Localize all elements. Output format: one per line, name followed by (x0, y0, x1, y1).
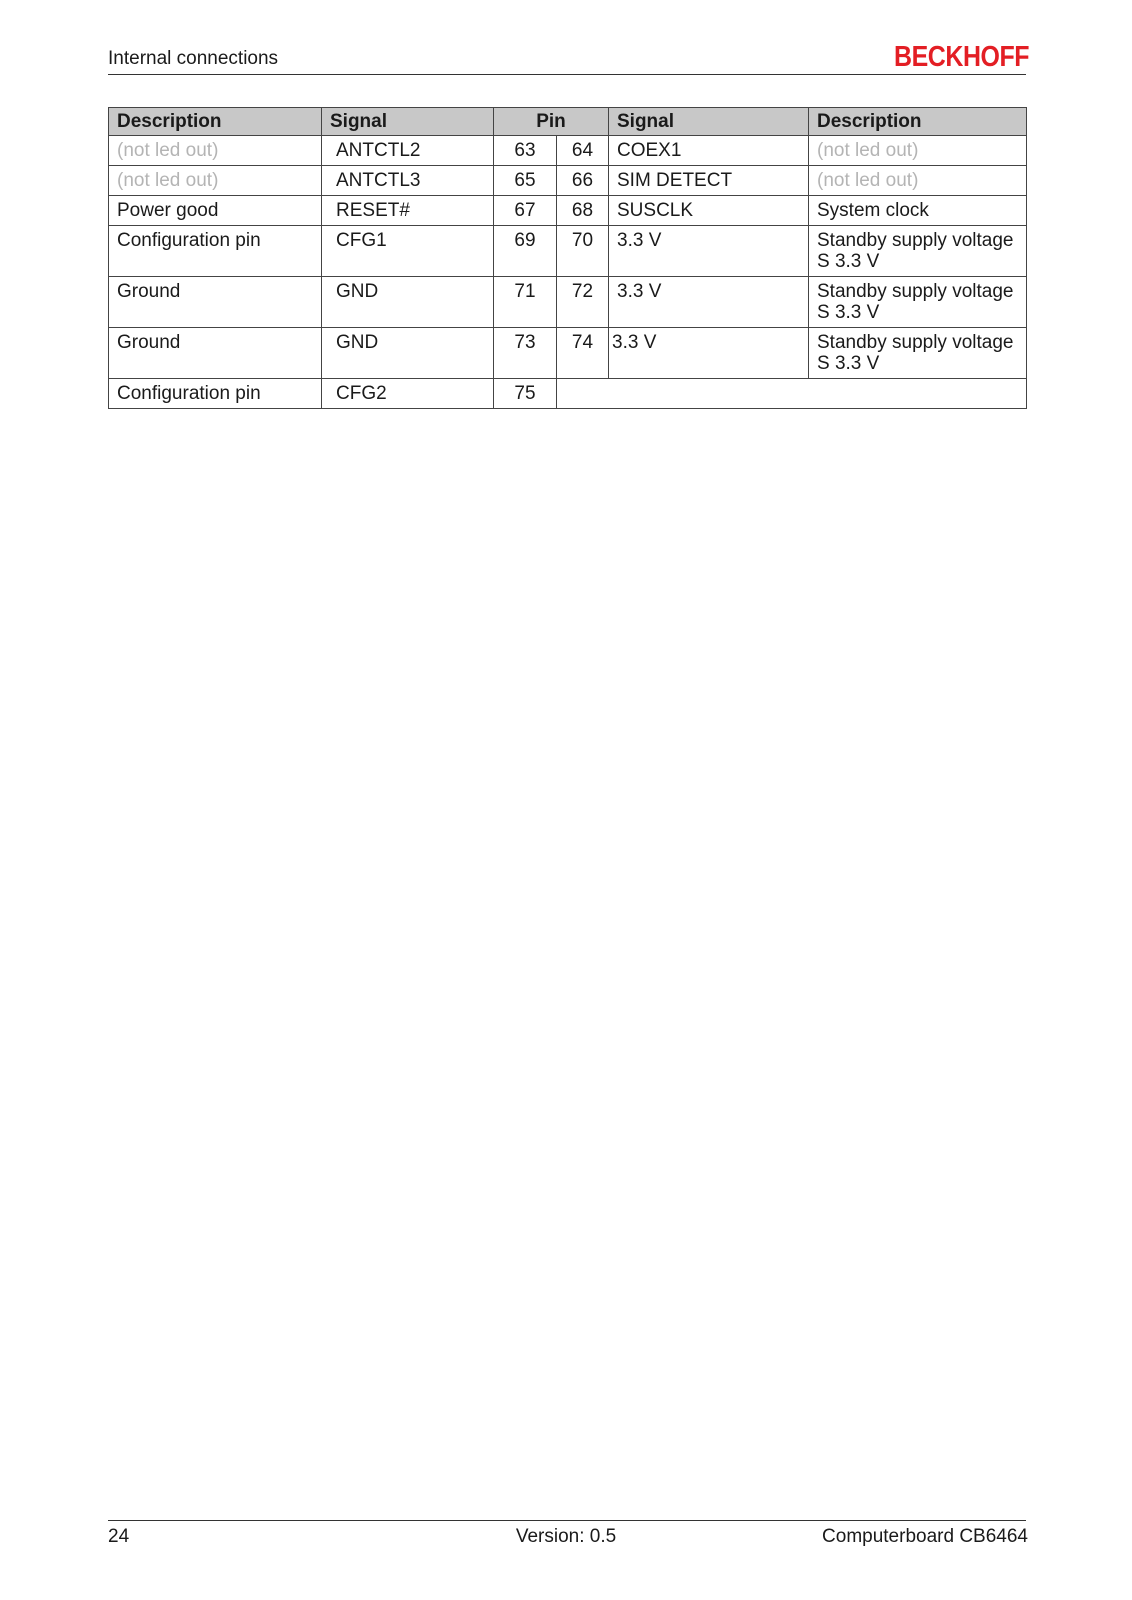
description-left-cell: Ground (109, 277, 322, 328)
header-signal-right: Signal (609, 108, 809, 136)
table-row (109, 196, 1027, 226)
pin-right-cell: 68 (557, 196, 609, 226)
table-header-row (109, 108, 1027, 136)
table-row (109, 277, 1027, 328)
header-description-left: Description (109, 108, 322, 136)
pin-left-cell: 71 (494, 277, 557, 328)
signal-left-cell: ANTCTL2 (322, 136, 494, 166)
section-title: Internal connections (108, 48, 279, 69)
header-signal-left: Signal (322, 108, 494, 136)
description-left-cell: (not led out) (109, 136, 322, 166)
description-left-cell: Ground (109, 328, 322, 379)
page-number: 24 (108, 1526, 130, 1547)
signal-left-cell: GND (322, 328, 494, 379)
pin-left-cell: 65 (494, 166, 557, 196)
pin-right-cell: 72 (557, 277, 609, 328)
empty-cell (557, 379, 1027, 409)
header-pin: Pin (494, 108, 609, 136)
signal-right-cell: 3.3 V (609, 328, 809, 379)
description-right-cell: Standby supply voltage S 3.3 V (809, 328, 1027, 379)
signal-left-cell: ANTCTL3 (322, 166, 494, 196)
product-name: Computerboard CB6464 (822, 1526, 1028, 1547)
signal-right-cell: SIM DETECT (609, 166, 809, 196)
signal-left-cell: CFG1 (322, 226, 494, 277)
description-left-cell: Power good (109, 196, 322, 226)
signal-right-cell: 3.3 V (609, 226, 809, 277)
signal-right-cell: 3.3 V (609, 277, 809, 328)
brand-logo: BECKHOFF (893, 41, 1029, 73)
table-row (109, 328, 1027, 379)
pin-left-cell: 63 (494, 136, 557, 166)
table-row (109, 379, 1027, 409)
pin-left-cell: 69 (494, 226, 557, 277)
pin-left-cell: 75 (494, 379, 557, 409)
description-right-cell: Standby supply voltage S 3.3 V (809, 226, 1027, 277)
pin-assignment-table (108, 107, 1027, 409)
signal-right-cell: SUSCLK (609, 196, 809, 226)
header-divider (108, 74, 1026, 75)
header-description-right: Description (809, 108, 1027, 136)
description-right-cell: System clock (809, 196, 1027, 226)
pin-right-cell: 66 (557, 166, 609, 196)
signal-left-cell: RESET# (322, 196, 494, 226)
pin-right-cell: 74 (557, 328, 609, 379)
table-row (109, 166, 1027, 196)
description-right-cell: Standby supply voltage S 3.3 V (809, 277, 1027, 328)
description-right-cell: (not led out) (809, 136, 1027, 166)
pin-right-cell: 70 (557, 226, 609, 277)
description-left-cell: Configuration pin (109, 379, 322, 409)
pin-right-cell: 64 (557, 136, 609, 166)
pin-left-cell: 73 (494, 328, 557, 379)
table-row (109, 226, 1027, 277)
table-row (109, 136, 1027, 166)
description-left-cell: Configuration pin (109, 226, 322, 277)
document-version: Version: 0.5 (515, 1526, 617, 1547)
pin-left-cell: 67 (494, 196, 557, 226)
description-left-cell: (not led out) (109, 166, 322, 196)
description-right-cell: (not led out) (809, 166, 1027, 196)
signal-left-cell: GND (322, 277, 494, 328)
signal-left-cell: CFG2 (322, 379, 494, 409)
footer-divider (108, 1520, 1026, 1521)
signal-right-cell: COEX1 (609, 136, 809, 166)
